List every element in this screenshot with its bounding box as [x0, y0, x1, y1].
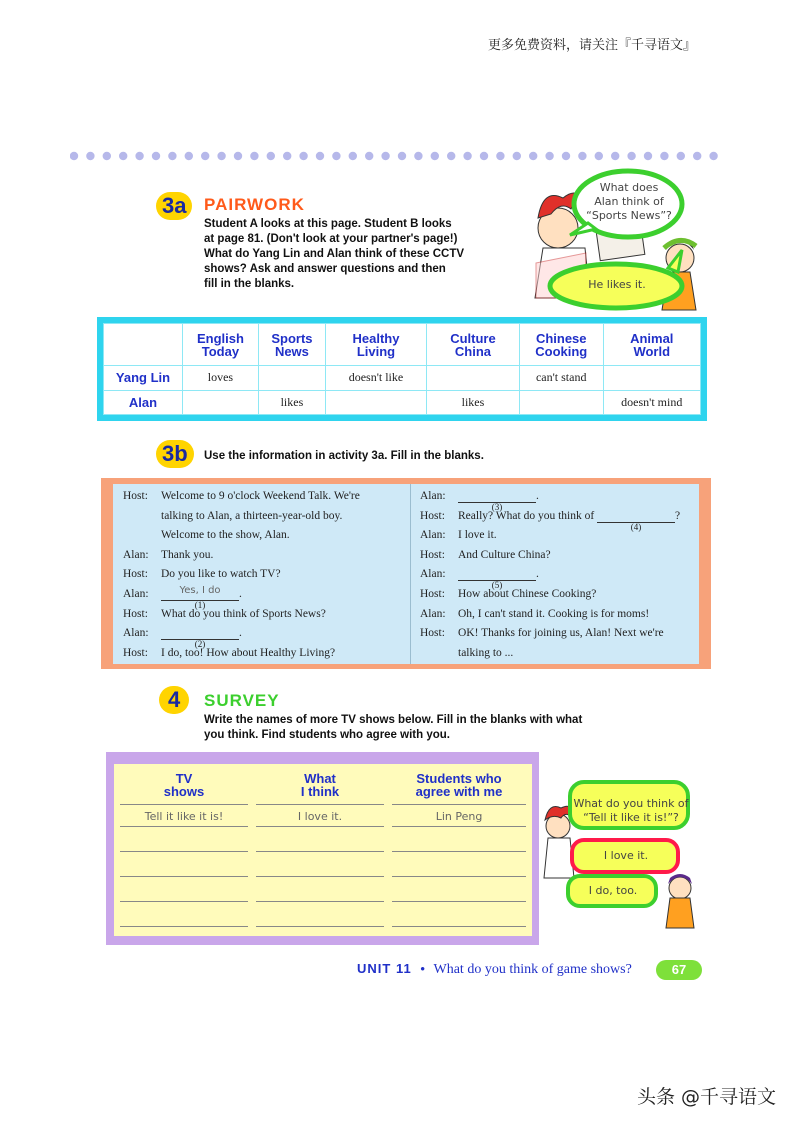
divider-dot — [693, 152, 701, 160]
blank-2[interactable]: (2) — [161, 627, 239, 640]
divider-dot — [250, 152, 258, 160]
divider-dot — [480, 152, 488, 160]
divider-dot — [283, 152, 291, 160]
table-cell[interactable] — [603, 366, 701, 391]
survey-title: SURVEY — [204, 691, 280, 710]
divider-dot — [447, 152, 455, 160]
table-cell: can't stand — [519, 366, 603, 391]
divider-dot — [316, 152, 324, 160]
divider-dot — [234, 152, 242, 160]
divider-dot — [365, 152, 373, 160]
example-student: Lin Peng — [435, 810, 483, 823]
dotted-divider — [70, 150, 722, 162]
col-english-today: English Today — [183, 324, 259, 366]
pairwork-bubble-question: What does Alan think of “Sports News”? — [586, 181, 672, 222]
table-cell[interactable] — [258, 366, 325, 391]
row-name-yang-lin: Yang Lin — [104, 366, 183, 391]
badge-3b: 3b — [156, 440, 194, 468]
divider-dot — [529, 152, 537, 160]
divider-dot — [217, 152, 225, 160]
survey-bubble-answer-1: I love it. — [603, 849, 649, 862]
table-cell: likes — [258, 390, 325, 415]
pairwork-bubble-answer: He likes it. — [588, 278, 646, 291]
survey-bubble-question: What do you think of “Tell it like it is!”? — [573, 797, 689, 824]
divider-dot — [349, 152, 357, 160]
col-chinese-cooking: Chinese Cooking — [519, 324, 603, 366]
divider-dot — [103, 152, 111, 160]
survey-table — [106, 752, 539, 945]
divider-dot — [299, 152, 307, 160]
dialogue-box — [101, 478, 711, 669]
badge-3a: 3a — [156, 192, 192, 220]
pairwork-instruction: Student A looks at this page. Student B looks at page 81. (Don't look at your partner's page!) What do Yang Lin and Alan think of these CCTV shows? Ask and answer questions and then fill in the blanks. — [204, 218, 465, 290]
survey-rule-line[interactable] — [392, 826, 526, 827]
survey-rule-line[interactable] — [120, 926, 248, 927]
table-corner — [104, 324, 183, 366]
divider-dot — [463, 152, 471, 160]
divider-dot — [611, 152, 619, 160]
survey-rule-line[interactable] — [256, 926, 384, 927]
divider-dot — [70, 152, 78, 160]
col-sports-news: Sports News — [258, 324, 325, 366]
table-cell: doesn't mind — [603, 390, 701, 415]
col-culture-china: Culture China — [426, 324, 519, 366]
unit-title: What do you think of game shows? — [433, 962, 632, 977]
watermark: 头条 @千寻语文 — [636, 1086, 776, 1108]
divider-dot — [677, 152, 685, 160]
col-animal-world: Animal World — [603, 324, 701, 366]
page-number: 67 — [656, 960, 702, 980]
divider-dot — [562, 152, 570, 160]
dialogue-instruction: Use the information in activity 3a. Fill in the blanks. — [204, 450, 484, 462]
table-cell[interactable] — [325, 390, 426, 415]
col-tv-shows: TV shows — [163, 771, 205, 799]
blank-3[interactable]: (3) — [458, 490, 536, 503]
divider-dot — [513, 152, 521, 160]
survey-rule-line[interactable] — [120, 826, 248, 827]
survey-rule-line[interactable] — [256, 876, 384, 877]
dialogue-divider — [410, 484, 411, 664]
divider-dot — [644, 152, 652, 160]
blank-5[interactable]: (5) — [458, 568, 536, 581]
table-row — [104, 366, 701, 391]
example-opinion: I love it. — [297, 810, 343, 823]
table-cell: loves — [183, 366, 259, 391]
divider-dot — [431, 152, 439, 160]
divider-dot — [545, 152, 553, 160]
dialogue-left: Host: Welcome to 9 o'clock Weekend Talk. We're talking to Alan, a thirteen-year-old boy. Welcome to the show, Alan. Alan: Thank you. Host: Do you like to watch TV? Alan: Yes, I do (1) . Host: What do you think of Sports News? Alan: (2) . Host: I do, too! How about Healthy Living? — [123, 490, 360, 659]
survey-rule-line[interactable] — [120, 851, 248, 852]
survey-rule-line[interactable] — [392, 926, 526, 927]
survey-rule-line[interactable] — [392, 901, 526, 902]
divider-dot — [201, 152, 209, 160]
divider-dot — [709, 152, 717, 160]
survey-rule-line[interactable] — [256, 901, 384, 902]
divider-dot — [135, 152, 143, 160]
divider-dot — [168, 152, 176, 160]
row-name-alan: Alan — [104, 390, 183, 415]
col-healthy-living: Healthy Living — [325, 324, 426, 366]
divider-dot — [119, 152, 127, 160]
survey-rule-line[interactable] — [256, 826, 384, 827]
survey-rule-line[interactable] — [392, 876, 526, 877]
footer-bullet: • — [420, 961, 425, 976]
example-tv-show: Tell it like it is! — [144, 810, 224, 823]
divider-dot — [398, 152, 406, 160]
divider-dot — [185, 152, 193, 160]
blank-4[interactable]: (4) — [597, 510, 675, 523]
header-note: 更多免费资料，请关注『千寻语文』 — [487, 38, 696, 53]
unit-label: UNIT 11 — [357, 961, 412, 976]
divider-dot — [381, 152, 389, 160]
pairwork-title: PAIRWORK — [204, 195, 305, 214]
survey-rule-line[interactable] — [120, 876, 248, 877]
survey-rule-line[interactable] — [256, 851, 384, 852]
blank-1[interactable]: Yes, I do (1) — [161, 588, 239, 601]
survey-rule-line[interactable] — [120, 901, 248, 902]
divider-dot — [267, 152, 275, 160]
divider-dot — [414, 152, 422, 160]
survey-rule-line[interactable] — [392, 851, 526, 852]
divider-dot — [578, 152, 586, 160]
table-row — [104, 390, 701, 415]
divider-dot — [152, 152, 160, 160]
table-cell: likes — [426, 390, 519, 415]
survey-rule-line[interactable] — [256, 804, 384, 805]
col-students-agree: Students who agree with me — [415, 771, 503, 799]
table-cell[interactable] — [183, 390, 259, 415]
table-cell[interactable] — [426, 366, 519, 391]
survey-instruction: Write the names of more TV shows below. Fill in the blanks with what you think. Find students who agree with you. — [204, 714, 583, 741]
badge-4: 4 — [159, 686, 189, 714]
survey-rule-line[interactable] — [120, 804, 248, 805]
divider-dot — [332, 152, 340, 160]
divider-dot — [660, 152, 668, 160]
divider-dot — [86, 152, 94, 160]
survey-rule-line[interactable] — [392, 804, 526, 805]
page-footer — [357, 961, 632, 978]
dialogue-right: Alan: (3) . Host: Really? What do you think of (4) ? Alan: I love it. Host: And Culture China? Alan: (5) . Host: How about Chinese Cooking? Alan: Oh, I can't stand it. Cooking is for moms! Host: OK! Thanks for joining us, Alan! Next we're talking to ... — [420, 490, 681, 659]
table-cell[interactable] — [519, 390, 603, 415]
col-what-i-think: What I think — [300, 771, 340, 799]
pairwork-table — [97, 317, 707, 421]
divider-dot — [595, 152, 603, 160]
divider-dot — [496, 152, 504, 160]
table-cell: doesn't like — [325, 366, 426, 391]
survey-bubble-answer-2: I do, too. — [588, 884, 638, 897]
divider-dot — [627, 152, 635, 160]
